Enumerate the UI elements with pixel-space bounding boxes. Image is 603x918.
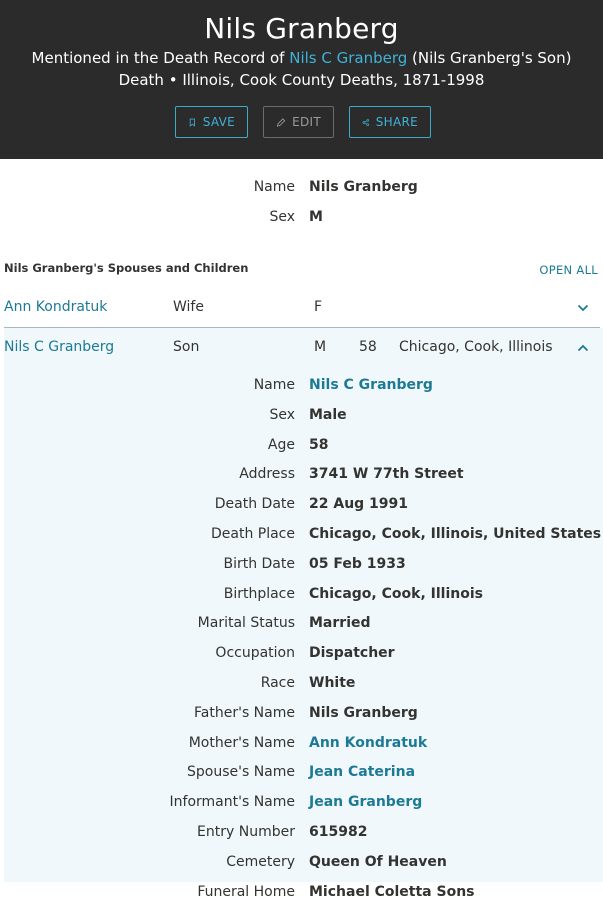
detail-row xyxy=(0,556,603,586)
detail-label: Marital Status xyxy=(197,615,295,632)
detail-row xyxy=(0,794,603,824)
chevron-up-icon[interactable] xyxy=(576,341,590,355)
detail-value: 05 Feb 1933 xyxy=(309,555,406,572)
family-member-age: 58 xyxy=(359,339,377,355)
share-button[interactable] xyxy=(349,106,431,138)
detail-row xyxy=(0,705,603,735)
detail-label: Race xyxy=(260,675,295,691)
detail-label: Mother's Name xyxy=(188,734,295,751)
detail-row xyxy=(0,764,603,794)
detail-row xyxy=(0,496,603,526)
detail-label: Birthplace xyxy=(223,585,295,602)
field-value: Nils Granberg xyxy=(309,179,418,195)
detail-row xyxy=(0,735,603,765)
detail-label: Age xyxy=(267,436,295,453)
save-button[interactable] xyxy=(175,106,248,138)
detail-value-link[interactable]: Jean Caterina xyxy=(309,764,416,781)
detail-label: Occupation xyxy=(215,645,295,662)
detail-value: Married xyxy=(309,615,371,632)
detail-value: White xyxy=(309,675,356,691)
detail-row xyxy=(0,615,603,645)
chevron-down-icon[interactable] xyxy=(576,301,590,315)
detail-value: Chicago, Cook, Illinois xyxy=(309,585,483,602)
primary-sex-row xyxy=(0,209,603,239)
detail-row xyxy=(0,824,603,854)
pencil-icon xyxy=(276,116,286,129)
detail-label: Sex xyxy=(269,406,295,423)
save-label: SAVE xyxy=(202,115,235,129)
field-label: Sex xyxy=(269,209,295,225)
family-section-header xyxy=(0,254,603,288)
detail-label: Address xyxy=(239,466,295,483)
detail-row xyxy=(0,526,603,556)
family-row-son[interactable] xyxy=(4,328,600,367)
share-icon xyxy=(362,116,370,129)
family-member-name[interactable]: Nils C Granberg xyxy=(4,339,115,355)
detail-row xyxy=(0,645,603,675)
page-title: Nils Granberg xyxy=(204,12,399,45)
detail-label: Spouse's Name xyxy=(186,764,295,781)
detail-value: Queen Of Heaven xyxy=(309,853,447,870)
detail-value: 615982 xyxy=(309,824,368,840)
field-label: Name xyxy=(253,179,295,195)
bookmark-icon xyxy=(188,116,197,129)
detail-row xyxy=(0,586,603,616)
detail-value-link[interactable]: Jean Granberg xyxy=(309,794,423,811)
record-actions xyxy=(3,106,603,138)
family-member-name[interactable]: Ann Kondratuk xyxy=(4,299,108,315)
open-all-link[interactable]: OPEN ALL xyxy=(539,263,598,277)
share-label: SHARE xyxy=(375,115,418,129)
detail-label: Name xyxy=(253,377,295,393)
mentioned-suffix: (Nils Granberg's Son) xyxy=(407,49,572,67)
primary-name-row xyxy=(0,179,603,209)
family-row-son-expanded xyxy=(4,328,603,900)
field-value: M xyxy=(309,209,323,225)
detail-label: Death Place xyxy=(210,526,295,542)
detail-row xyxy=(0,884,603,914)
detail-value: 22 Aug 1991 xyxy=(309,496,409,513)
detail-label: Informant's Name xyxy=(169,794,295,811)
detail-value: Chicago, Cook, Illinois, United States xyxy=(309,526,602,542)
family-member-sex: F xyxy=(314,299,323,315)
detail-value: 58 xyxy=(309,436,329,453)
family-member-place: Chicago, Cook, Illinois xyxy=(399,339,553,355)
detail-row xyxy=(0,437,603,467)
detail-value: 3741 W 77th Street xyxy=(309,466,464,483)
detail-label: Entry Number xyxy=(197,824,295,840)
family-row-wife[interactable] xyxy=(0,288,603,327)
detail-row xyxy=(0,377,603,407)
detail-value: Male xyxy=(309,406,347,423)
detail-value: Michael Coletta Sons xyxy=(309,883,475,900)
family-member-relation: Wife xyxy=(173,299,204,315)
edit-button[interactable] xyxy=(263,106,334,138)
detail-label: Death Date xyxy=(214,496,295,513)
detail-label: Birth Date xyxy=(223,555,295,572)
detail-row xyxy=(0,854,603,884)
detail-row xyxy=(0,407,603,437)
detail-row xyxy=(0,675,603,705)
detail-value-link[interactable]: Ann Kondratuk xyxy=(309,734,428,751)
detail-row xyxy=(0,466,603,496)
mentioned-line xyxy=(0,47,603,69)
detail-label: Funeral Home xyxy=(197,883,295,900)
primary-person-info xyxy=(0,159,603,254)
family-member-sex: M xyxy=(314,339,327,355)
detail-label: Cemetery xyxy=(226,853,295,870)
record-collection: Death • Illinois, Cook County Deaths, 1871-1998 xyxy=(118,71,485,89)
family-member-relation: Son xyxy=(173,339,200,355)
family-section-title: Nils Granberg's Spouses and Children xyxy=(4,261,249,275)
edit-label: EDIT xyxy=(292,115,321,129)
record-header xyxy=(0,0,603,159)
detail-value: Nils Granberg xyxy=(309,704,418,721)
detail-value: Dispatcher xyxy=(309,645,395,662)
mentioned-prefix: Mentioned in the Death Record of xyxy=(31,49,290,67)
detail-value-link[interactable]: Nils C Granberg xyxy=(309,377,433,393)
detail-label: Father's Name xyxy=(194,704,295,721)
principal-link[interactable]: Nils C Granberg xyxy=(289,49,408,67)
